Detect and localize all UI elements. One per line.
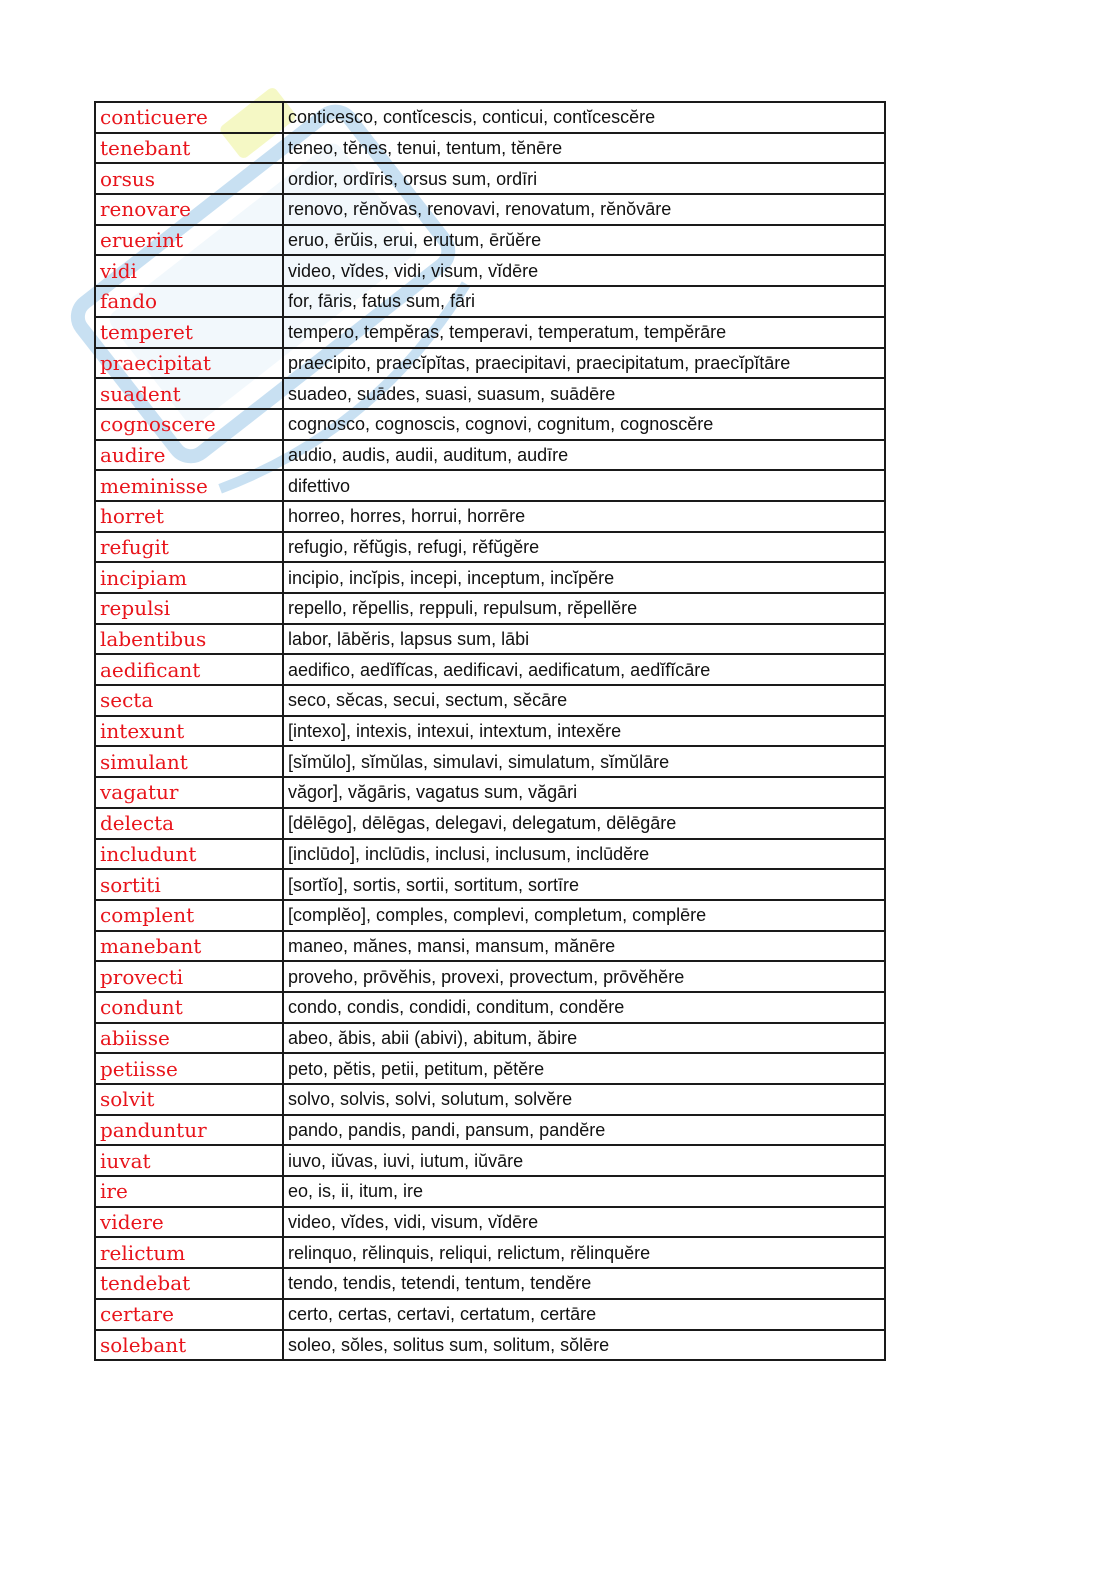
verb-form-cell: sortiti [95,869,283,900]
principal-parts-cell: video, vĭdes, vidi, visum, vĭdēre [283,255,885,286]
principal-parts-cell: difettivo [283,470,885,501]
verb-form-cell: suadent [95,378,283,409]
verb-form-cell: relictum [95,1237,283,1268]
principal-parts-cell: relinquo, rĕlinquis, reliqui, relictum, rĕlinquĕre [283,1237,885,1268]
table-row [95,1115,885,1146]
verb-form-cell: complent [95,900,283,931]
table-row [95,286,885,317]
verb-form-cell: meminisse [95,470,283,501]
verb-form-cell: aedificant [95,654,283,685]
verb-form-cell: tendebat [95,1268,283,1299]
principal-parts-cell: condo, condis, condidi, conditum, condĕre [283,992,885,1023]
verb-form-cell: solebant [95,1330,283,1361]
table-row [95,317,885,348]
principal-parts-cell: [sĭmŭlo], sĭmŭlas, simulavi, simulatum, sĭmŭlāre [283,746,885,777]
table-row [95,654,885,685]
table-row [95,348,885,379]
verb-form-cell: simulant [95,746,283,777]
principal-parts-cell: seco, sĕcas, secui, sectum, sĕcāre [283,685,885,716]
table-row [95,777,885,808]
table-row [95,1023,885,1054]
principal-parts-cell: ordior, ordīris, orsus sum, ordīri [283,163,885,194]
verb-form-cell: ire [95,1176,283,1207]
verb-form-cell: renovare [95,194,283,225]
principal-parts-cell: audio, audis, audii, auditum, audīre [283,440,885,471]
verb-form-cell: intexunt [95,716,283,747]
verb-form-cell: videre [95,1207,283,1238]
table-row [95,1330,885,1361]
principal-parts-cell: eruo, ērŭis, erui, erutum, ērŭĕre [283,225,885,256]
principal-parts-cell: abeo, ăbis, abii (abivi), abitum, ăbire [283,1023,885,1054]
principal-parts-cell: praecipito, praecĭpĭtas, praecipitavi, praecipitatum, praecĭpĭtāre [283,348,885,379]
verb-form-cell: solvit [95,1084,283,1115]
table-row [95,1268,885,1299]
table-row [95,961,885,992]
verb-form-cell: eruerint [95,225,283,256]
table-row [95,1299,885,1330]
principal-parts-cell: renovo, rĕnŏvas, renovavi, renovatum, rĕnŏvāre [283,194,885,225]
table-row [95,225,885,256]
table-row [95,808,885,839]
principal-parts-cell: incipio, incĭpis, incepi, inceptum, incĭpĕre [283,562,885,593]
verb-form-cell: praecipitat [95,348,283,379]
principal-parts-cell: suadeo, suādes, suasi, suasum, suādēre [283,378,885,409]
verb-form-cell: refugit [95,532,283,563]
principal-parts-cell: [complĕo], comples, complevi, completum, complēre [283,900,885,931]
principal-parts-cell: proveho, prōvĕhis, provexi, provectum, prōvĕhĕre [283,961,885,992]
table-row [95,685,885,716]
table-row [95,194,885,225]
table-row [95,409,885,440]
verb-form-cell: vidi [95,255,283,286]
principal-parts-cell: [inclūdo], inclūdis, inclusi, inclusum, inclūdĕre [283,839,885,870]
principal-parts-cell: horreo, horres, horrui, horrēre [283,501,885,532]
principal-parts-cell: tempero, tempĕras, temperavi, temperatum, tempĕrāre [283,317,885,348]
verb-form-cell: horret [95,501,283,532]
table-row [95,440,885,471]
verb-table [94,101,886,1361]
principal-parts-cell: iuvo, iŭvas, iuvi, iutum, iŭvāre [283,1145,885,1176]
verb-form-cell: panduntur [95,1115,283,1146]
principal-parts-cell: labor, lābĕris, lapsus sum, lābi [283,624,885,655]
principal-parts-cell: peto, pĕtis, petii, petitum, pĕtĕre [283,1053,885,1084]
table-row [95,501,885,532]
principal-parts-cell: [sortĭo], sortis, sortii, sortitum, sortīre [283,869,885,900]
verb-form-cell: orsus [95,163,283,194]
principal-parts-cell: soleo, sŏles, solitus sum, solitum, sŏlēre [283,1330,885,1361]
table-row [95,133,885,164]
principal-parts-cell: [intexo], intexis, intexui, intextum, intexĕre [283,716,885,747]
principal-parts-cell: tendo, tendis, tetendi, tentum, tendĕre [283,1268,885,1299]
verb-form-cell: incipiam [95,562,283,593]
table-row [95,1053,885,1084]
table-row [95,839,885,870]
table-row [95,869,885,900]
table-row [95,746,885,777]
verb-form-cell: provecti [95,961,283,992]
table-row [95,163,885,194]
verb-form-cell: manebant [95,931,283,962]
table-row [95,255,885,286]
principal-parts-cell: teneo, tĕnes, tenui, tentum, tĕnēre [283,133,885,164]
principal-parts-cell: cognosco, cognoscis, cognovi, cognitum, cognoscĕre [283,409,885,440]
table-row [95,378,885,409]
table-row [95,1145,885,1176]
verb-form-cell: delecta [95,808,283,839]
principal-parts-cell: maneo, mănes, mansi, mansum, mănēre [283,931,885,962]
verb-form-cell: iuvat [95,1145,283,1176]
verb-form-cell: abiisse [95,1023,283,1054]
verb-form-cell: secta [95,685,283,716]
principal-parts-cell: certo, certas, certavi, certatum, certāre [283,1299,885,1330]
verb-form-cell: cognoscere [95,409,283,440]
table-row [95,900,885,931]
table-row [95,102,885,133]
principal-parts-cell: repello, rĕpellis, reppuli, repulsum, rĕpellĕre [283,593,885,624]
verb-form-cell: condunt [95,992,283,1023]
principal-parts-cell: refugio, rĕfŭgis, refugi, rĕfŭgĕre [283,532,885,563]
table-row [95,624,885,655]
principal-parts-cell: conticesco, contĭcescis, conticui, contĭcescĕre [283,102,885,133]
verb-form-cell: conticuere [95,102,283,133]
verb-form-cell: vagatur [95,777,283,808]
principal-parts-cell: eo, is, ii, itum, ire [283,1176,885,1207]
table-row [95,1207,885,1238]
verb-form-cell: fando [95,286,283,317]
principal-parts-cell: pando, pandis, pandi, pansum, pandĕre [283,1115,885,1146]
table-row [95,716,885,747]
principal-parts-cell: for, fāris, fatus sum, fāri [283,286,885,317]
principal-parts-cell: aedifico, aedĭfĭcas, aedificavi, aedificatum, aedĭfĭcāre [283,654,885,685]
verb-form-cell: petiisse [95,1053,283,1084]
table-row [95,1237,885,1268]
table-row [95,593,885,624]
table-row [95,1176,885,1207]
principal-parts-cell: solvo, solvis, solvi, solutum, solvĕre [283,1084,885,1115]
verb-form-cell: temperet [95,317,283,348]
verb-form-cell: includunt [95,839,283,870]
verb-form-cell: labentibus [95,624,283,655]
verb-form-cell: certare [95,1299,283,1330]
table-row [95,470,885,501]
table-row [95,562,885,593]
verb-form-cell: repulsi [95,593,283,624]
principal-parts-cell: [dēlēgo], dēlēgas, delegavi, delegatum, dēlēgāre [283,808,885,839]
table-row [95,931,885,962]
principal-parts-cell: video, vĭdes, vidi, visum, vĭdēre [283,1207,885,1238]
verb-form-cell: tenebant [95,133,283,164]
table-row [95,532,885,563]
table-row [95,992,885,1023]
table-row [95,1084,885,1115]
principal-parts-cell: văgor], văgāris, vagatus sum, văgāri [283,777,885,808]
verb-form-cell: audire [95,440,283,471]
